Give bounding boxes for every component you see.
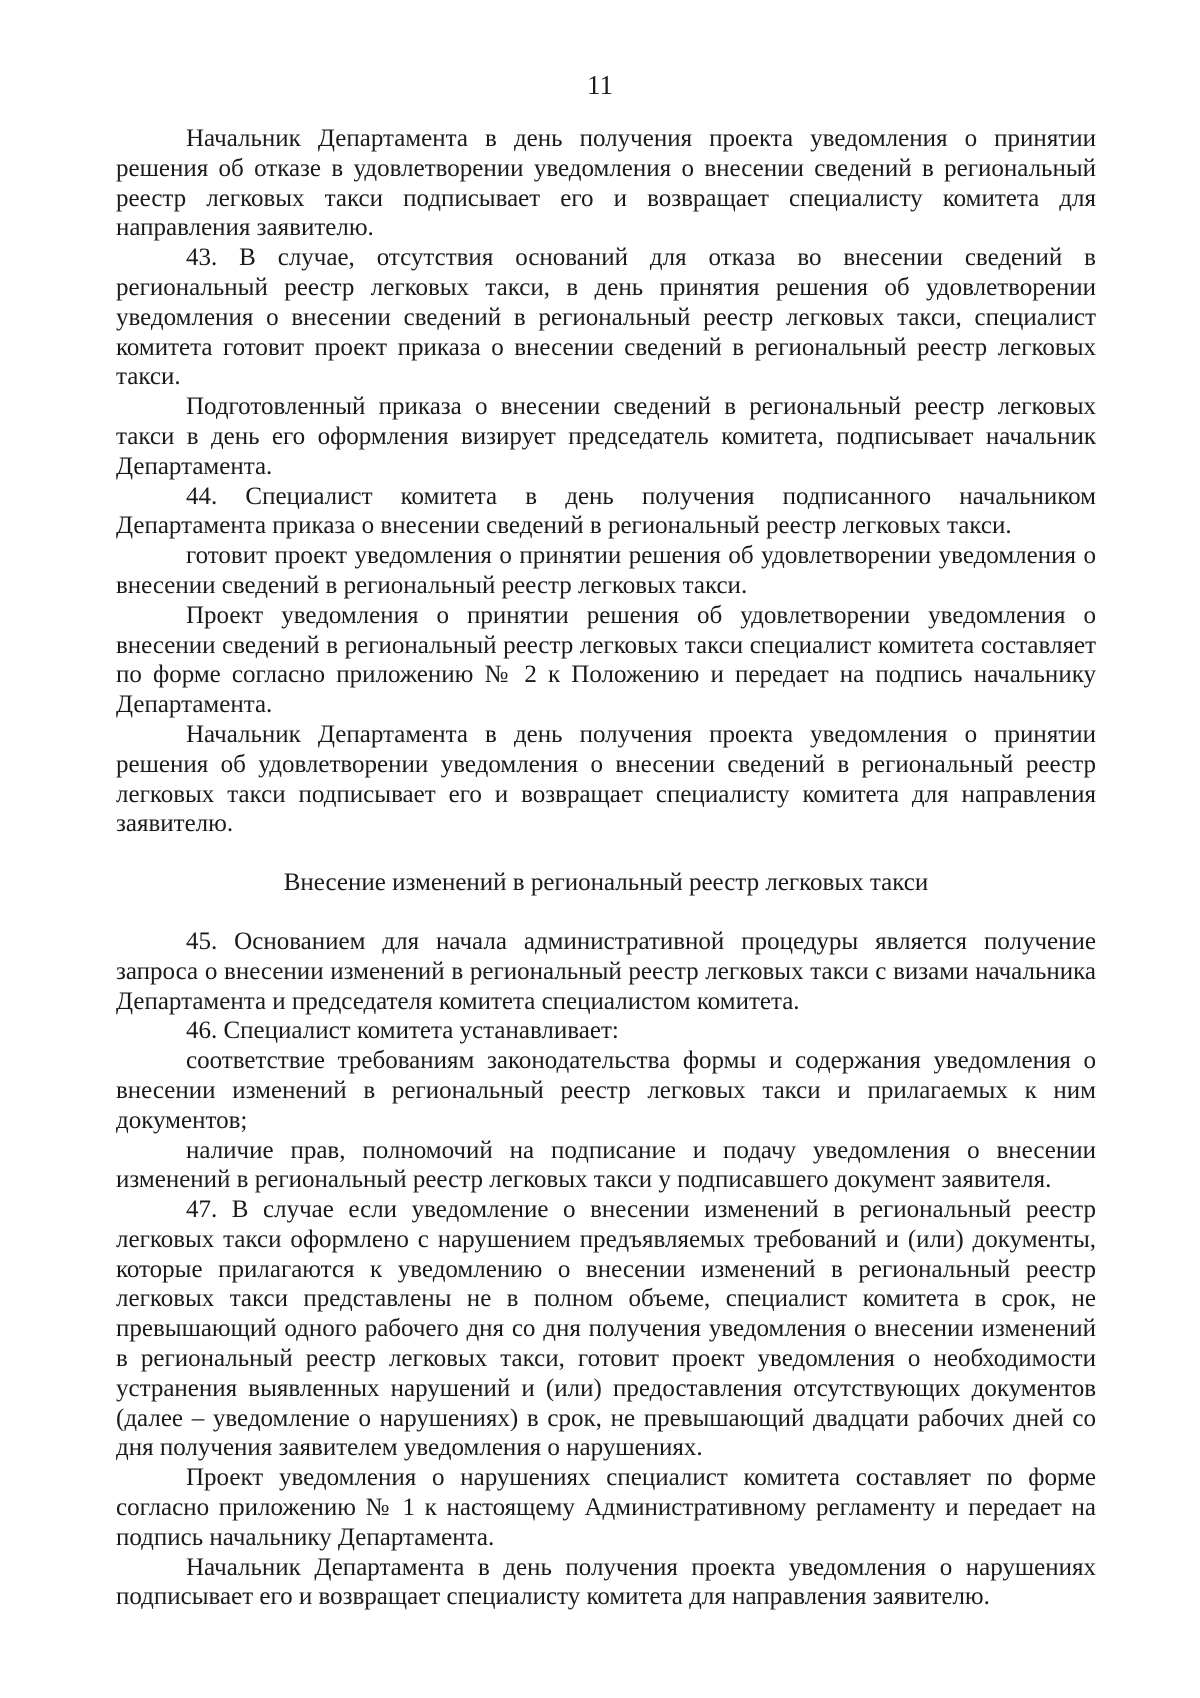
- paragraph: Начальник Департамента в день получения проекта уведомления о принятии решения об удовлетворении уведомления о внесении сведений в региональный реестр легковых такси подписывает его и возвращает специалисту комитета для направления заявителю.: [116, 720, 1096, 838]
- document-body: [116, 124, 1096, 1612]
- paragraph: Начальник Департамента в день получения проекта уведомления о принятии решения об отказе в удовлетворении уведомления о внесении сведений в региональный реестр легковых такси подписывает его и возвращает специалисту комитета для направления заявителю.: [116, 125, 1096, 242]
- paragraph: Подготовленный приказа о внесении сведений в региональный реестр легковых такси в день его оформления визирует председатель комитета, подписывает начальник Департамента.: [116, 393, 1096, 480]
- paragraph: Проект уведомления о принятии решения об удовлетворении уведомления о внесении сведений в региональный реестр легковых такси специалист комитета составляет по форме согласно приложению № 2 к Положению и передает на подпись начальнику Департамента.: [116, 601, 1096, 719]
- paragraph: соответствие требованиям законодательства формы и содержания уведомления о внесении изменений в региональный реестр легковых такси и прилагаемых к ним документов;: [116, 1047, 1096, 1134]
- paragraph: Проект уведомления о нарушениях специалист комитета составляет по форме согласно приложению № 1 к настоящему Административному регламенту и передает на подпись начальнику Департамента.: [116, 1464, 1096, 1551]
- paragraph: наличие прав, полномочий на подписание и подачу уведомления о внесении изменений в региональный реестр легковых такси у подписавшего документ заявителя.: [116, 1136, 1096, 1194]
- paragraph: Начальник Департамента в день получения проекта уведомления о нарушениях подписывает его и возвращает специалисту комитета для направления заявителю.: [116, 1553, 1096, 1611]
- paragraph-47: 47. В случае если уведомление о внесении изменений в региональный реестр легковых такси оформлено с нарушением предъявляемых требований и (или) документы, которые прилагаются к уведомлению о внесении изменений в региональный реестр легковых такси представлены не в полном объеме, специалист комитета в срок, не превышающий одного рабочего дня со дня получения уведомления о внесении изменений в региональный реестр легковых такси, готовит проект уведомления о необходимости устранения выявленных нарушений и (или) предоставления отсутствующих документов (далее – уведомление о нарушениях) в срок, не превышающий двадцати рабочих дней со дня получения заявителем уведомления о нарушениях.: [116, 1196, 1096, 1462]
- paragraph: готовит проект уведомления о принятии решения об удовлетворении уведомления о внесении сведений в региональный реестр легковых такси.: [116, 542, 1096, 599]
- page-number: 11: [587, 70, 613, 100]
- paragraph-44: 44. Специалист комитета в день получения подписанного начальником Департамента приказа о внесении сведений в региональный реестр легковых такси.: [116, 482, 1096, 540]
- paragraph-43: 43. В случае, отсутствия оснований для отказа во внесении сведений в региональный реестр легковых такси, в день принятия решения об удовлетворении уведомления о внесении сведений в региональный реестр легковых такси, специалист комитета готовит проект приказа о внесении сведений в региональный реестр легковых такси.: [116, 244, 1096, 391]
- section-heading: Внесение изменений в региональный реестр легковых такси: [283, 869, 929, 897]
- paragraph-45: 45. Основанием для начала административной процедуры является получение запроса о внесении изменений в региональный реестр легковых такси с визами начальника Департамента и председателя комитета специалистом комитета.: [116, 927, 1096, 1015]
- paragraph-46: 46. Специалист комитета устанавливает:: [186, 1017, 619, 1045]
